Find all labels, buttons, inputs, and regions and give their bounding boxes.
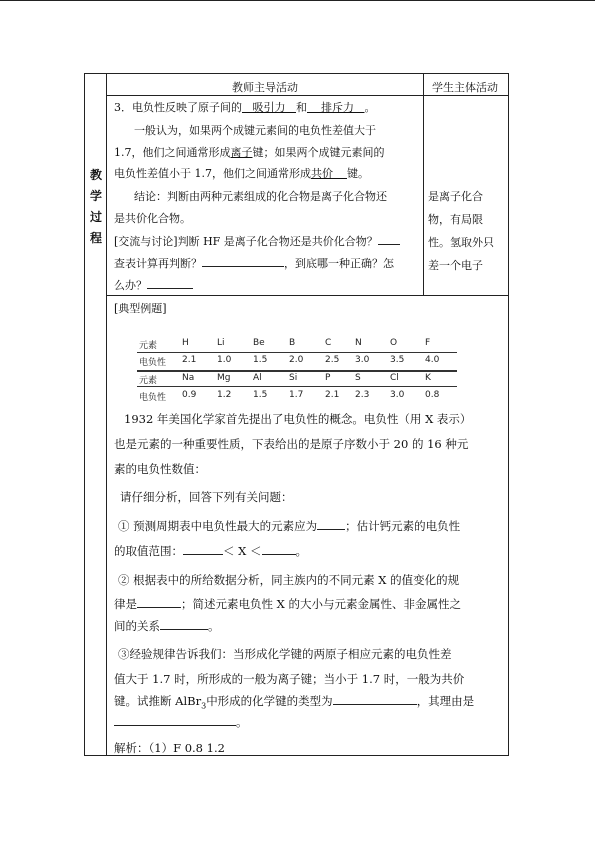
section3-line8: 查表计算再判断？ ，到底哪一种正确？怎 <box>114 254 394 274</box>
student-note: 是离子化合 物，有局限 性。氢取外只 差一个电子 <box>428 190 494 272</box>
question-3-line-3: 键。试推断 AlBr$_3$中形成的化学键的类型为 ，其理由是 <box>114 694 475 711</box>
electronegativity-value: 3.0 <box>390 390 405 400</box>
table-row-label: 电负性 <box>139 358 167 368</box>
electronegativity-value: 0.8 <box>425 390 440 400</box>
electronegativity-value: 4.0 <box>425 355 440 365</box>
element-symbol: P <box>325 373 331 383</box>
side-label-char-4: 程 <box>89 231 102 245</box>
electronegativity-value: 2.1 <box>182 355 197 365</box>
electronegativity-value: 1.0 <box>217 355 232 365</box>
student-column-header: 学生主体活动 <box>432 81 498 94</box>
element-symbol: Cl <box>390 373 399 383</box>
element-symbol: Na <box>182 373 195 383</box>
electronegativity-value: 2.3 <box>355 390 370 400</box>
side-label-char-1: 教 <box>89 168 102 182</box>
element-symbol: B <box>289 338 296 348</box>
side-label-char-2: 学 <box>89 189 102 203</box>
element-symbol: Be <box>253 338 265 348</box>
element-symbol: S <box>355 373 361 383</box>
question-2-line-3: 间的关系 。 <box>114 619 220 633</box>
table-rule-2 <box>137 370 457 372</box>
element-symbol: Si <box>289 373 298 383</box>
section3-line3: 1.7，他们之间通常形成离子键；如果两个成键元素间的 <box>114 146 385 159</box>
question-3-line-1: ③经验规律告诉我们：当形成化学键的两原子相应元素的电负性差 <box>118 647 452 661</box>
intro-line-3: 素的电负性数值： <box>114 462 206 476</box>
electronegativity-value: 2.1 <box>325 390 340 400</box>
header-divider <box>106 95 509 96</box>
question-1-line-1: ① 预测周期表中电负性最大的元素应为 ；估计钙元素的电负性 <box>118 519 461 533</box>
answer-line: 解析：（1）F 0.8 1.2 <box>114 741 225 755</box>
teacher-column-header: 教师主导活动 <box>232 81 298 94</box>
section3-line7: [交流与讨论]判断 HF 是离子化合物还是共价化合物？ <box>114 232 400 252</box>
element-symbol: Li <box>217 338 225 348</box>
element-symbol: Mg <box>217 373 231 383</box>
section3-line1: 3．电负性反映了原子间的 吸引力 和 排斥力 。 <box>114 101 376 114</box>
blank-repulsion: 排斥力 <box>321 101 354 114</box>
student-column-divider <box>423 73 424 295</box>
section3-line6: 是共价化合物。 <box>114 212 191 225</box>
electronegativity-value: 1.5 <box>253 355 268 365</box>
element-symbol: C <box>325 338 332 348</box>
element-symbol: K <box>425 373 431 383</box>
table-row-label: 电负性 <box>139 393 167 403</box>
question-3-line-2: 值大于 1.7 时，所形成的一般为离子键；当小于 1.7 时，一般为共价 <box>114 672 465 686</box>
table-row-label: 元素 <box>139 376 158 386</box>
page-top-rule <box>0 0 595 1</box>
electronegativity-value: 0.9 <box>182 390 197 400</box>
question-1-line-2: 的取值范围： ＜ X ＜ 。 <box>114 544 307 558</box>
table-row-label: 元素 <box>139 341 158 351</box>
element-symbol: F <box>425 338 431 348</box>
electronegativity-value: 2.0 <box>289 355 304 365</box>
electronegativity-value: 3.5 <box>390 355 405 365</box>
question-prompt: 请仔细分析，回答下列有关问题： <box>120 490 293 504</box>
element-symbol: N <box>355 338 362 348</box>
example-heading: [典型例题] <box>114 302 167 315</box>
electronegativity-value: 2.5 <box>325 355 340 365</box>
question-2-line-2: 律是 ；简述元素电负性 X 的大小与元素金属性、非金属性之 <box>114 597 461 611</box>
intro-line-2: 也是元素的一种重要性质，下表给出的是原子序数小于 20 的 16 种元 <box>114 437 469 451</box>
section3-line9: 么办？ <box>114 276 193 296</box>
section3-line4: 电负性差值小于 1.7，他们之间通常形成共价 键。 <box>114 167 369 180</box>
section3-line5: 结论：判断由两种元素组成的化合物是离子化合物还 <box>134 190 387 203</box>
intro-line-1: 1932 年美国化学家首先提出了电负性的概念。电负性（用 X 表示） <box>124 412 472 426</box>
electronegativity-value: 3.0 <box>355 355 370 365</box>
electronegativity-value: 1.5 <box>253 390 268 400</box>
section3-line2: 一般认为，如果两个成键元素间的电负性差值大于 <box>134 124 376 137</box>
electronegativity-value: 1.2 <box>217 390 232 400</box>
blank-attraction: 吸引力 <box>252 101 286 114</box>
table-rule-1 <box>137 352 457 353</box>
side-column-divider <box>106 73 107 756</box>
question-3-line-4: 。 <box>114 712 248 732</box>
element-symbol: Al <box>253 373 262 383</box>
table-rule-3 <box>137 386 457 387</box>
electronegativity-value: 1.7 <box>289 390 304 400</box>
question-2-line-1: ② 根据表中的所给数据分析，同主族内的不同元素 X 的值变化的规 <box>118 573 460 587</box>
element-symbol: O <box>390 338 398 348</box>
side-label-char-3: 过 <box>89 210 102 224</box>
element-symbol: H <box>182 338 189 348</box>
